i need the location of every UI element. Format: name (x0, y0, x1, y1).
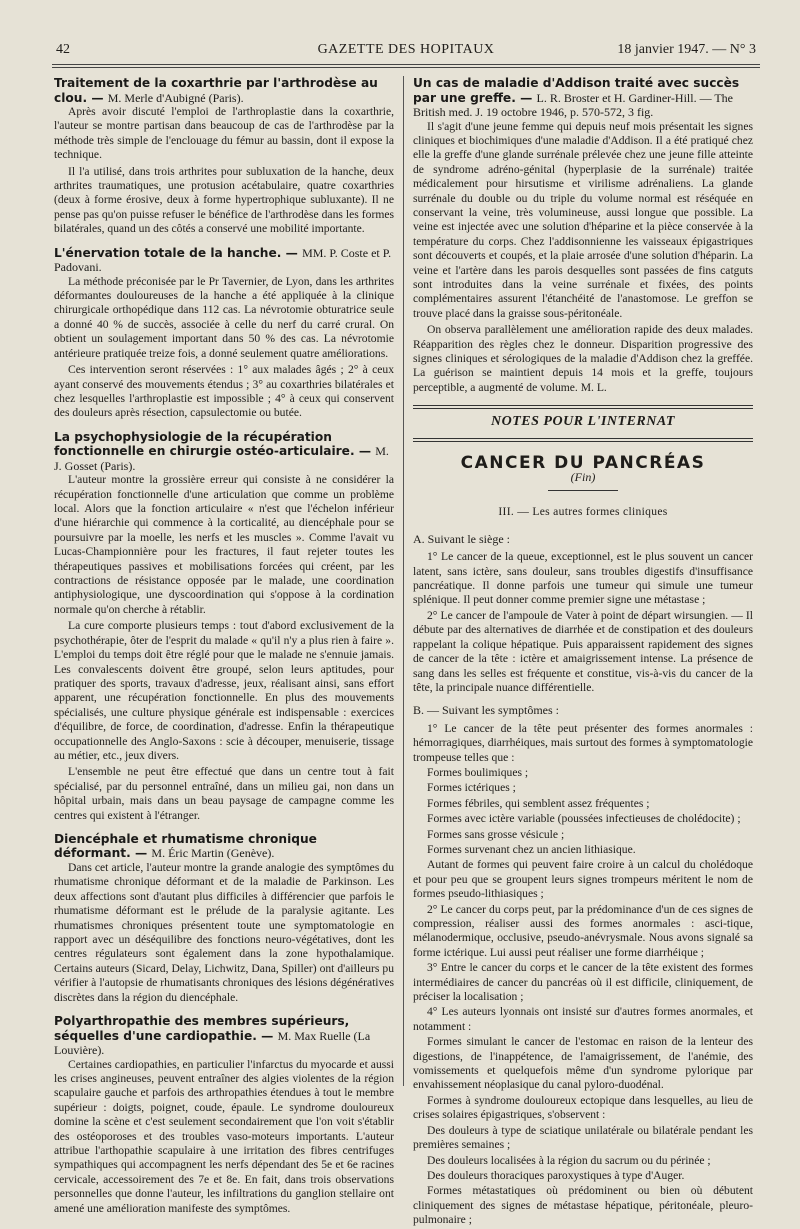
list-item: 3° Entre le cancer du corps et le cancer de la tête existent des formes intermédiaires de cancer du pancréas où il est difficile, cliniquement, de préciser la localisation ; (413, 961, 753, 1004)
article-paragraph: La cure comporte plusieurs temps : tout d'abord exclusivement de la psychothérapie, ôter de l'esprit du malade « qu'il n'y a plus rien à faire ». L'emploi du temps doit être réglé pour que le malade ne s'ennuie jamais. Les convalescents doivent être groupé, selon leurs aptitudes, pour pratiquer des sports, travaux d'adresse, jeux, réalisant ainsi, sans effort apparent, une récupération fonctionnelle. En plus des mouvements spécialisés, une culture physique générale est indispensable : exercices d'équilibre, de force, de coordination, d'adresse. Enfin la thérapeutique occupationnelle des Anglo-Saxons : scie à découper, menuiserie, tissage au métier, etc., jeux divers. (54, 619, 394, 762)
list-item: Formes ictériques ; (427, 781, 516, 795)
list-item: Formes avec ictère variable (poussées infectieuses de cholédocite) ; (427, 812, 741, 826)
section-heading: III. — Les autres formes cliniques (498, 505, 668, 519)
article-title: Traitement de la coxarthrie par l'arthrodèse au clou. — M. Merle d'Aubigné (Paris). (54, 76, 378, 105)
article-paragraph: Dans cet article, l'auteur montre la grande analogie des symptômes du rhumatisme chronique déformant et de la maladie de Parkinson. Les deux affections sont d'autant plus difficiles à différencier que parfois le rhumatisme déformant est le prélude de la paralysie agitante. Les rhumatismes chroniques présentent toute une symptomatologie en rapport avec un déséquilibre des fonctions neuro-végétatives, dont les centres régulateurs sont également dans la zone hypothalamique. Certains auteurs (Sicard, Delay, Lichwitz, Dana, Spiller) ont d'ailleurs pu vérifier à l'autopsie de rhumatisants chroniques des lésions dégénératives discrètes dans la région du diencéphale. (54, 860, 394, 1004)
right-column (413, 76, 753, 1229)
list-item: Formes à syndrome douloureux ectopique dans lesquelles, au lieu de crises solaires épigastriques, s'observent : (413, 1093, 753, 1122)
list-item: 1° Le cancer de la queue, exceptionnel, est le plus souvent un cancer latent, sans ictère, sans douleur, sans troubles digestifs d'insuffisance pancréatique. Il donne parfois une tumeur qui simule une tumeur splénique. Il peut donner comme premier signe une métastase ; (413, 550, 753, 607)
article-paragraph: Ces intervention seront réservées : 1° aux malades âgés ; 2° à ceux ayant conservé des mouvements étendus ; 3° au coxarthries bilatérales et chez lesquelles l'arthroplastie est impossible ; 4° à ceux qui conservent des douleurs après résection, capsulectomie ou butée. (54, 363, 394, 420)
article-paragraph: Certaines cardiopathies, en particulier l'infarctus du myocarde et aussi les crises angineuses, peuvent entraîner des algies violentes de la région scapulaire gauche et parfois des arthropathies étendues à tout le membre supérieur : doigts, poignet, coude, épaule. Le syndrome douloureux domine la scène et c'est seulement secondairement que l'on voit s'établir des ostéoporoses et des troubles vaso-moteurs importants. L'auteur attribue l'arthopathie scapulaire à une irritation des fibres centrifuges sympathiques qui accompagnent les nerfs dépendant des 5e et 6e racines cervicale, accessoirement des 7e et 8e. En fait, dans trois observations personnelles que donne l'auteur, les infiltrations du ganglion stellaire ont amené une amélioration manifeste des symptômes. (54, 1057, 394, 1215)
article-authors: MM. P. Coste et P. Padovani. (54, 245, 392, 275)
list-item: Des douleurs à type de sciatique unilatérale ou bilatérale pendant les premières semaines ; (413, 1123, 753, 1152)
article (54, 430, 394, 823)
article (413, 76, 753, 395)
list-item: 4° Les auteurs lyonnais ont insisté sur d'autres formes anormales, et notamment : (413, 1005, 753, 1033)
list-item: 1° Le cancer de la tête peut présenter des formes anormales : hémorragiques, diarrhéiques, mais surtout des formes à symptomatologie trompeuse telles que : (413, 721, 753, 764)
list-item: Des douleurs localisées à la région du sacrum ou du périnée ; (427, 1153, 711, 1167)
page-header (56, 42, 756, 62)
article-paragraph: On observa parallèlement une amélioration rapide des deux malades. Réapparition des règles chez le donneur. Disparition progressive des signes cliniques et sérologiques de la maladie d'Addison chez la greffée. La guérison se maintient depuis 14 mois et la greffe, toujours perceptible, a augmenté de volume. M. L. (413, 323, 753, 394)
journal-title: GAZETTE DES HOPITAUX (317, 42, 495, 57)
list-item: Formes fébriles, qui semblent assez fréquentes ; (427, 796, 650, 810)
column-separator (403, 76, 404, 1086)
left-column (54, 76, 394, 1225)
article-authors: M. Max Ruelle (La Louvière). (54, 1028, 371, 1058)
article (54, 76, 394, 237)
article-title: La psychophysiologie de la récupération fonctionnelle en chirurgie ostéo-articulaire. — M. J. Gosset (Paris). (54, 429, 389, 473)
list-item: 2° Le cancer du corps peut, par la prédominance d'un de ces signes de compression, réaliser aussi des formes anormales : asci-tique, mélanodermique, occlusive, pseudo-anévrysmale. Nous avons signalé sa forme ictérique. Lui aussi peut réaliser une forme diarrhéique ; (413, 902, 753, 959)
notes-subtitle: (Fin) (570, 470, 596, 485)
sub-heading: A. Suivant le siège : (413, 531, 510, 546)
article-title: Diencéphale et rhumatisme chronique déformant. — M. Éric Martin (Genève). (54, 831, 317, 861)
article-paragraph: Après avoir discuté l'emploi de l'arthroplastie dans la coxarthrie, l'auteur se montre partisan dans beaucoup de cas de l'arthrodèse par la méthode très simple de l'enclouage du fémur au bassin, dont il expose la technique. (54, 105, 394, 162)
article (54, 832, 394, 1005)
section-rule (413, 438, 753, 442)
article-authors: M. Merle d'Aubigné (Paris). (107, 90, 244, 105)
header-rule-2 (52, 67, 760, 68)
article-paragraph: Il s'agit d'une jeune femme qui depuis neuf mois présentait les signes cliniques et biochimiques d'une maladie d'Addison. Il a été pratiqué chez elle la greffe d'une glande surrénale prélevée chez une jeune fille atteinte de syndrome adréno-génital (hyperplasie de la surrénale) traitée médicalement pour hirsutisme et virilisme adrénaliens. La glande surrénale du double ou du triple du volume normal est réséquée en conservant la veine, très volumineuse, aussi longue que possible. La veine est injectée avec une solution d'héparine et la pièce conservée à la température du corps. Chez l'addisonnienne les vaisseaux épigastriques sont découverts et coupés, et la plaie arrosée d'une solution d'héparin. La veine et l'artère dans les parois desquelles sont passées de fins catguts sont introduites dans la veine surrénale et fixées, des points complémentaires assurent l'étanchéité de l'anastomose. Le greffon se trouve placé dans la graisse sous-péritonéale. (413, 119, 753, 320)
article-paragraph: L'ensemble ne peut être effectué que dans un centre tout à fait spécialisé, par du personnel entraîné, dans un milieu gai, non dans un hôpital urbain, mais dans un beau paysage de campagne comme les centres qui existent à l'étranger. (54, 765, 394, 822)
article-paragraph: Il l'a utilisé, dans trois arthrites pour subluxation de la hanche, deux arthrites traumatiques, une protusion acétabulaire, quatre coxarthries (deux à forme érosive, deux à forme hypertrophique subluxante). Il ne pense pas qu'on puisse refuser le bénéfice de l'arthrodèse dans les formes bilatérales, quand un des côtés a conservé une mobilité importante. (54, 164, 394, 236)
header-rule (52, 64, 760, 65)
article-paragraph: La méthode préconisée par le Pr Tavernier, de Lyon, dans les arthrites déformantes douloureuses de la hanche a été appliquée à la clinique chirurgicale orthopédique dans 112 cas. La névrotomie obturatrice seule a donné 40 % de succès, associée à celle du nerf du carré crural. On obtient un soulagement important dans 50 % des cas. La névrotomie antérieure pratiquée treize fois, a donné seulement quatre améliorations. (54, 274, 394, 360)
list-item: Formes simulant le cancer de l'estomac en raison de la lenteur des digestions, de l'inappétence, de l'amaigrissement, de l'anémie, des vomissements et quelquefois même d'un syndrome pylorique par envahissement néoplasique du canal pyloro-duodénal. (413, 1035, 753, 1092)
list-item: Formes survenant chez un ancien lithiasique. (427, 842, 636, 856)
article-paragraph: L'auteur montre la grossière erreur qui consiste à ne considérer la récupération fonctionnelle d'une articulation que comme un problème local. Alors que la fonction articulaire « n'est que l'échelon inférieur d'une hiérarchie qui commence à la corticalité, au diencéphale pour se poursuivre par la moelle, les nerfs et les muscles ». Comme l'avait vu Lucas-Championnière pour les fractures, il faut rejeter toutes les thérapeutiques passives et mobilisations forcées qui créent, par les contractions de résistance opposée par le malade, une coordination antiphysiologique, une dyscoordination qui s'oppose à la cordination normale qu'on cherche à rétablir. (54, 473, 394, 616)
article (54, 246, 394, 421)
issue-date: 18 janvier 1947. — N° 3 (617, 42, 756, 57)
list-item: Des douleurs thoraciques paroxystiques à type d'Auger. (427, 1168, 685, 1182)
article-title: L'énervation totale de la hanche. — MM. P. Coste et P. Padovani. (54, 245, 392, 275)
list-item: Formes métastatiques où prédominent ou bien où débutent cliniquement des signes de métastase hépatique, péritonéale, pleuro-pulmonaire ; (413, 1184, 753, 1227)
page-number: 42 (56, 42, 70, 57)
article (54, 1014, 394, 1216)
article-authors: M. Éric Martin (Genève). (151, 846, 275, 861)
list-item: Autant de formes qui peuvent faire croire à un calcul du cholédoque et pour peu que se groupent leurs signes trompeurs méritent le nom de formes pseudo-lithiasiques ; (413, 858, 753, 901)
article-title: Un cas de maladie d'Addison traité avec succès par une greffe. — L. R. Broster et H. Gardiner-Hill. — The British med. J. 19 octobre 1946, p. 570-572, 3 fig. (413, 76, 740, 119)
article-authors: M. J. Gosset (Paris). (54, 444, 389, 473)
list-item: Formes boulimiques ; (427, 765, 529, 779)
section-rule (413, 405, 753, 409)
notes-box-title: NOTES POUR L'INTERNAT (491, 414, 675, 430)
sub-heading: B. — Suivant les symptômes : (413, 703, 560, 718)
article-authors: L. R. Broster et H. Gardiner-Hill. — The British med. J. 19 octobre 1946, p. 570-572, 3 fig. (413, 90, 734, 119)
list-item: Formes sans grosse vésicule ; (427, 827, 565, 841)
article-title: Polyarthropathie des membres supérieurs, séquelles d'une cardiopathie. — M. Max Ruelle (La Louvière). (54, 1014, 371, 1058)
list-item: 2° Le cancer de l'ampoule de Vater à point de départ wirsungien. — Il débute par des alternatives de diarrhée et de constipation et des douleurs rappelant la colique hépatique. Puis apparaissent rapidement des signes de cancer de la tête : ictère et amaigrissement intense. La présence de sang dans les selles est fréquente et constitue, vis-à-vis du cancer de la tête, la principale nuance différentielle. (413, 608, 753, 694)
title-rule (548, 490, 618, 491)
notes-title: CANCER DU PANCRÉAS (460, 452, 706, 473)
